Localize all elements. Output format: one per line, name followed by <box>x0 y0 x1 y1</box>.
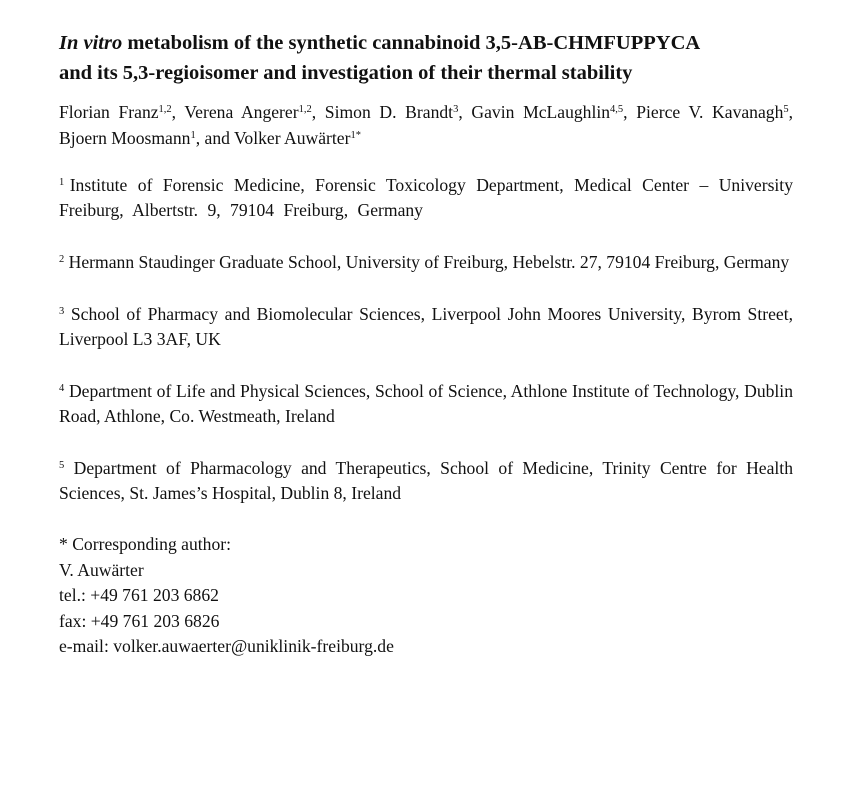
author-separator: , <box>788 102 794 122</box>
affiliation-number: 2 <box>59 254 65 265</box>
author-separator: , <box>171 102 185 122</box>
correspondence-name: V. Auwärter <box>59 559 144 580</box>
correspondence-heading: * Corresponding author: <box>59 534 232 554</box>
author-name: Volker Auwärter <box>234 128 351 148</box>
author-affiliation-mark: 1,2 <box>298 104 312 115</box>
author-separator: , and <box>195 128 234 148</box>
author-affiliation-mark: 1* <box>350 130 361 141</box>
affiliation-text: Institute of Forensic Medicine, Forensic Toxicology Department, Medical Center – University Freiburg, Albertstr. 9, 79104 Freiburg, Germany <box>59 175 793 220</box>
author-name: Gavin McLaughlin <box>471 102 611 122</box>
affiliation-text: School of Pharmacy and Biomolecular Sciences, Liverpool John Moores University, Byrom Street, Liverpool L3 3AF, UK <box>59 304 793 349</box>
affiliation-5 <box>59 456 793 506</box>
author-name: Florian Franz <box>59 102 159 122</box>
affiliation-number: 4 <box>59 383 65 394</box>
author-list <box>59 99 793 151</box>
author-name: Verena Angerer <box>184 102 299 122</box>
title-line-2: and its 5,3-regioisomer and investigation of their thermal stability <box>59 62 633 84</box>
author-affiliation-mark: 4,5 <box>610 104 624 115</box>
correspondence-email[interactable]: e-mail: volker.auwaerter@uniklinik-freiburg.de <box>59 636 394 656</box>
correspondence-block <box>59 532 793 660</box>
affiliation-text: Department of Life and Physical Sciences, School of Science, Athlone Institute of Technology, Dublin Road, Athlone, Co. Westmeath, Ireland <box>59 381 793 426</box>
affiliation-3 <box>59 302 793 352</box>
author-affiliation-mark: 1 <box>190 130 196 141</box>
affiliation-text: Hermann Staudinger Graduate School, University of Freiburg, Hebelstr. 27, 79104 Freiburg, Germany <box>68 252 790 272</box>
correspondence-phone: tel.: +49 761 203 6862 <box>59 585 219 605</box>
affiliation-4 <box>59 379 793 429</box>
paper-title-page <box>59 28 793 660</box>
author-separator: , <box>458 102 472 122</box>
author-affiliation-mark: 5 <box>783 104 789 115</box>
author-affiliation-mark: 1,2 <box>158 104 172 115</box>
author-name: Bjoern Moosmann <box>59 128 191 148</box>
author-separator: , <box>311 102 325 122</box>
correspondence-fax: fax: +49 761 203 6826 <box>59 610 220 631</box>
author-name: Pierce V. Kavanagh <box>636 102 784 122</box>
paper-title <box>59 28 793 88</box>
author-affiliation-mark: 3 <box>453 104 459 115</box>
affiliation-number: 1 <box>59 177 65 188</box>
author-separator: , <box>623 102 637 122</box>
affiliation-2 <box>59 250 793 275</box>
affiliation-number: 3 <box>59 306 65 317</box>
affiliation-text: Department of Pharmacology and Therapeutics, School of Medicine, Trinity Centre for Health Sciences, St. James’s Hospital, Dublin 8, Ireland <box>59 458 793 503</box>
affiliation-1 <box>59 173 793 223</box>
title-line-1-rest: metabolism of the synthetic cannabinoid 3,5-AB-CHMFUPPYCA <box>122 32 701 54</box>
title-italic-prefix: In vitro <box>59 32 123 54</box>
affiliation-number: 5 <box>59 460 65 471</box>
author-name: Simon D. Brandt <box>324 102 454 122</box>
